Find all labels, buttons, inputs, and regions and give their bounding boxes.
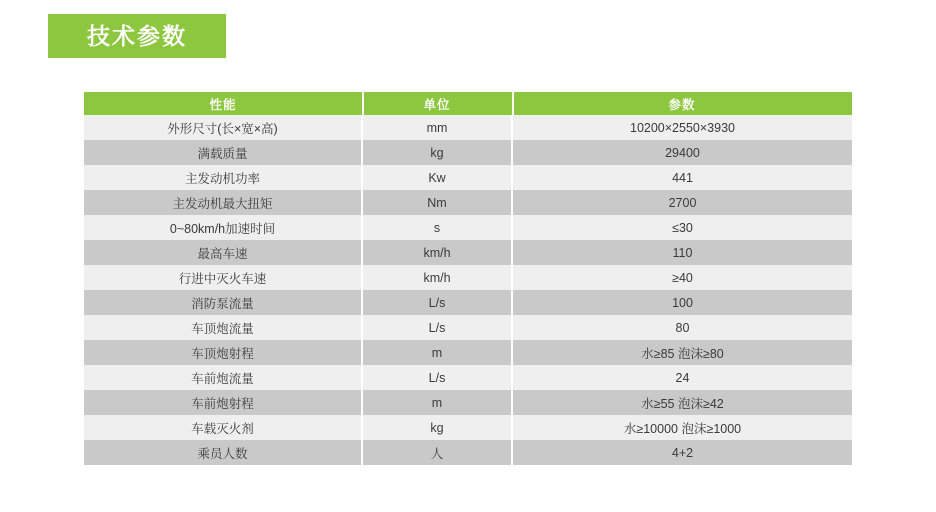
spec-value-cell: 4+2 [512,440,852,465]
spec-unit-cell: km/h [362,240,512,265]
table-body [84,115,852,465]
spec-unit-cell: mm [362,115,512,140]
table-header-row [84,92,852,115]
spec-value-cell: ≥40 [512,265,852,290]
spec-name-cell: 车顶炮流量 [84,315,362,340]
spec-name-cell: 车顶炮射程 [84,340,362,365]
header-divider-1 [362,92,364,115]
spec-name-cell: 0~80km/h加速时间 [84,215,362,240]
page-title: 技术参数 [87,22,187,49]
spec-value-cell: 水≥10000 泡沫≥1000 [512,415,852,440]
table-row [84,215,852,240]
spec-value-cell: 80 [512,315,852,340]
table-row [84,365,852,390]
spec-value-cell: 2700 [512,190,852,215]
spec-unit-cell: s [362,215,512,240]
spec-name-cell: 主发动机最大扭矩 [84,190,362,215]
table-row [84,390,852,415]
spec-unit-cell: L/s [362,290,512,315]
spec-unit-cell: L/s [362,315,512,340]
table-row [84,115,852,140]
table-row [84,340,852,365]
spec-value-cell: 24 [512,365,852,390]
spec-name-cell: 最高车速 [84,240,362,265]
spec-unit-cell: L/s [362,365,512,390]
spec-name-cell: 主发动机功率 [84,165,362,190]
spec-unit-cell: Nm [362,190,512,215]
spec-value-cell: 29400 [512,140,852,165]
spec-unit-cell: m [362,340,512,365]
section-title-banner [48,14,226,58]
table-row [84,165,852,190]
spec-unit-cell: Kw [362,165,512,190]
header-divider-2 [512,92,514,115]
spec-name-cell: 满载质量 [84,140,362,165]
column-header-name: 性能 [84,92,362,115]
spec-value-cell: 10200×2550×3930 [512,115,852,140]
table-row [84,190,852,215]
table-row [84,440,852,465]
spec-value-cell: 水≥55 泡沫≥42 [512,390,852,415]
spec-unit-cell: km/h [362,265,512,290]
spec-value-cell: 100 [512,290,852,315]
table-row [84,240,852,265]
spec-name-cell: 消防泵流量 [84,290,362,315]
spec-name-cell: 乘员人数 [84,440,362,465]
table-row [84,140,852,165]
spec-name-cell: 车前炮流量 [84,365,362,390]
spec-value-cell: 441 [512,165,852,190]
column-header-value: 参数 [512,92,852,115]
table-row [84,315,852,340]
table-row [84,290,852,315]
spec-value-cell: ≤30 [512,215,852,240]
table-row [84,265,852,290]
table-header [84,92,852,115]
technical-specifications-table [84,92,852,465]
spec-name-cell: 车载灭火剂 [84,415,362,440]
spec-name-cell: 行进中灭火车速 [84,265,362,290]
column-header-unit: 单位 [362,92,512,115]
spec-name-cell: 外形尺寸(长×宽×高) [84,115,362,140]
spec-name-cell: 车前炮射程 [84,390,362,415]
spec-value-cell: 水≥85 泡沫≥80 [512,340,852,365]
spec-unit-cell: kg [362,415,512,440]
spec-unit-cell: 人 [362,440,512,465]
spec-unit-cell: kg [362,140,512,165]
spec-unit-cell: m [362,390,512,415]
spec-value-cell: 110 [512,240,852,265]
table-row [84,415,852,440]
